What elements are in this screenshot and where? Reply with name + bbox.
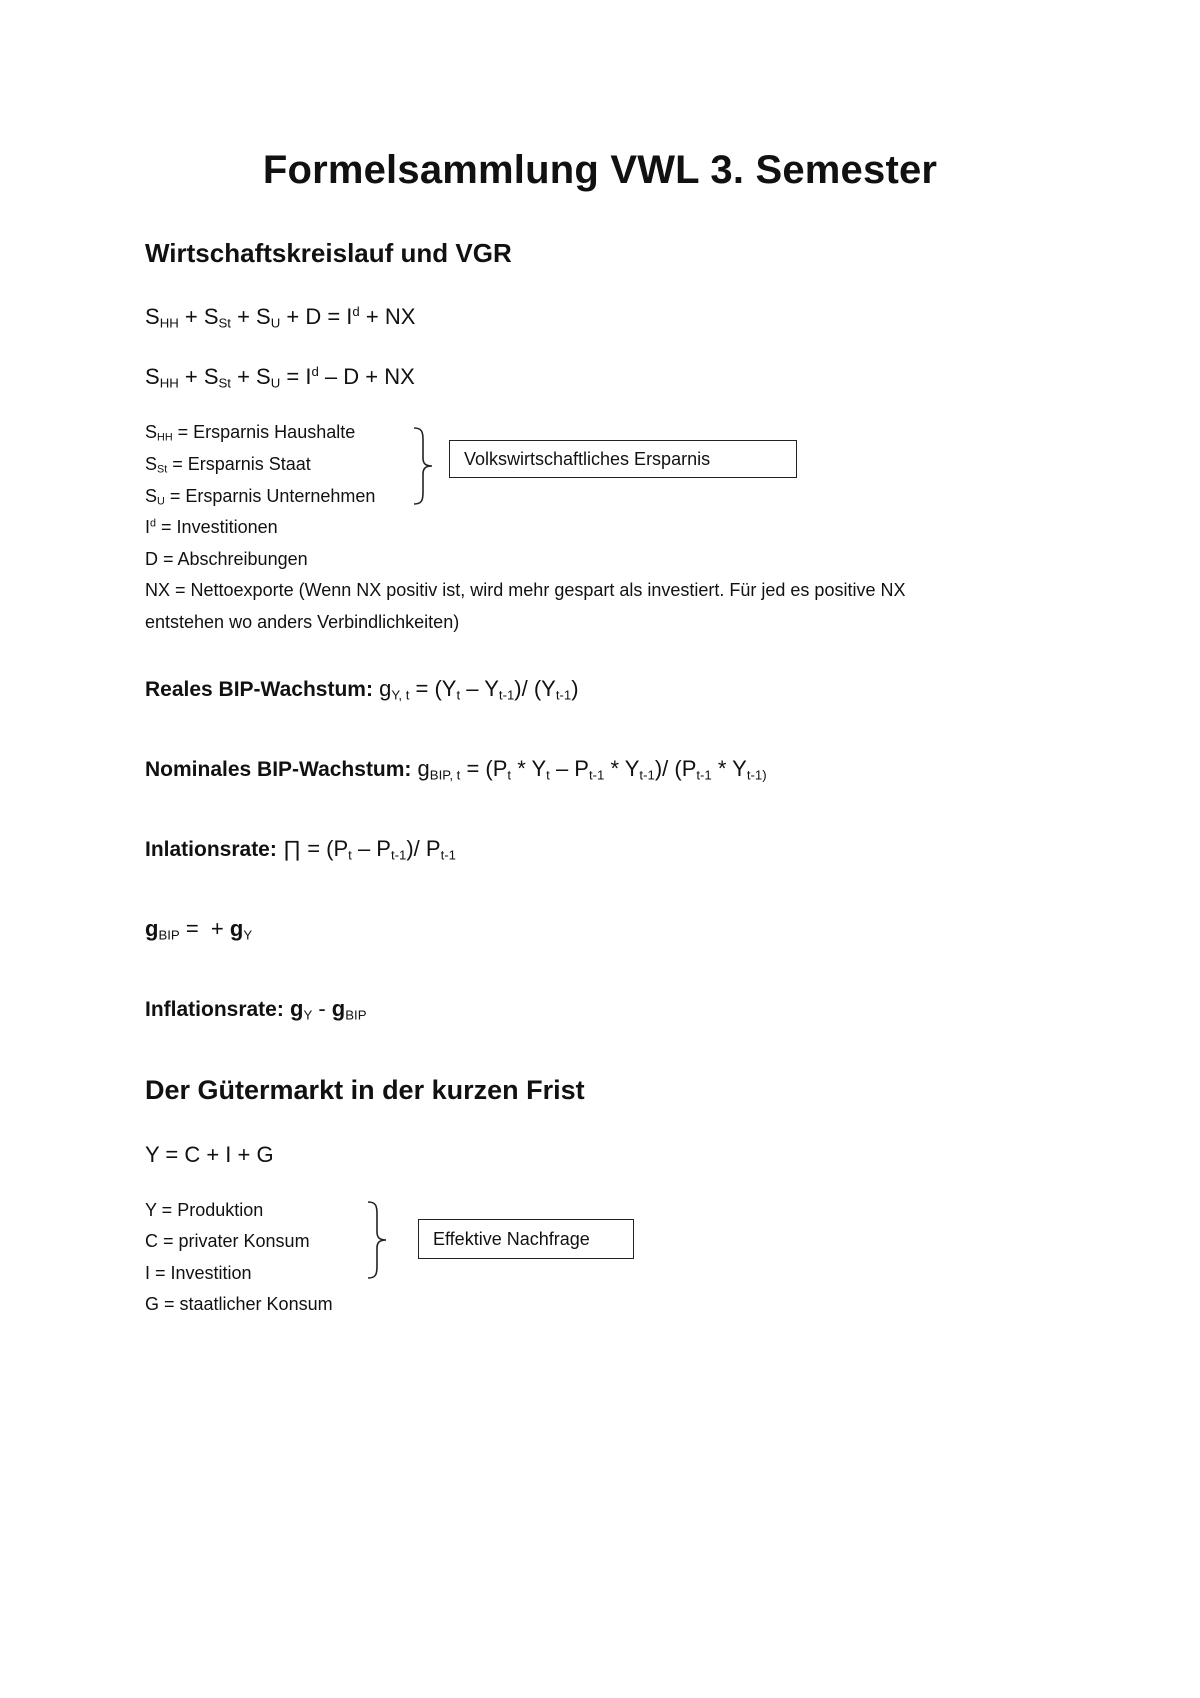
equation-demand: Y = C + I + G — [145, 1142, 274, 1167]
right-brace-icon — [412, 426, 436, 506]
box-effective-demand: Effektive Nachfrage — [418, 1219, 634, 1259]
formula-inflation-difference: Inflationsrate: $g_Y - g_{BIP}$ — [145, 996, 367, 1023]
formula-nominal-growth-sum: $g_{BIP}$ = + $g_Y$ — [145, 916, 253, 943]
legend-su: $S_U$ = Ersparnis Unternehmen — [145, 486, 376, 508]
legend-shh: $S_{HH}$ = Ersparnis Haushalte — [145, 422, 356, 444]
legend-g: G = staatlicher Konsum — [145, 1294, 333, 1314]
equation-savings-1: $S_{HH} + S_{St} + S_U + D = I^d$ + NX — [145, 304, 416, 331]
section-heading-vgr: Wirtschaftskreislauf und VGR — [145, 238, 512, 268]
legend-sst: $S_{St}$ = Ersparnis Staat — [145, 454, 311, 476]
legend-nx-line1: NX = Nettoexporte (Wenn NX positiv ist, wird mehr gespart als investiert. Für jed es positive NX — [145, 580, 906, 600]
section-heading-goods-market: Der Gütermarkt in der kurzen Frist — [145, 1075, 585, 1105]
box-national-savings: Volkswirtschaftliches Ersparnis — [449, 440, 797, 478]
formula-inflation-rate: Inlationsrate: ∏ = $(P_t - P_{t-1})/$ $P_{t-1}$ — [145, 836, 456, 863]
legend-y: Y = Produktion — [145, 1200, 264, 1220]
formula-nominal-gdp-growth: Nominales BIP-Wachstum: $g_{BIP, t} = (P_t * Y_t - P_{t-1} * Y_{t-1})/$ ($P_{t-1} * Y_{t-1)}$ — [145, 756, 767, 783]
legend-d: D = Abschreibungen — [145, 549, 308, 569]
formula-real-gdp-growth: Reales BIP-Wachstum: $g_{Y, t} = (Y_t - Y_{t-1})/$ $(Y_{t-1})$ — [145, 676, 579, 703]
legend-id: $I^d$ = Investitionen — [145, 517, 278, 537]
legend-i: I = Investition — [145, 1263, 252, 1283]
page-title: Formelsammlung VWL 3. Semester — [262, 148, 938, 192]
legend-nx-line2: entstehen wo anders Verbindlichkeiten) — [145, 612, 460, 632]
right-brace-icon — [366, 1200, 390, 1280]
equation-savings-2: $S_{HH} + S_{St} + S_U = I^d - D$ + NX — [145, 364, 415, 391]
legend-c: C = privater Konsum — [145, 1231, 310, 1251]
